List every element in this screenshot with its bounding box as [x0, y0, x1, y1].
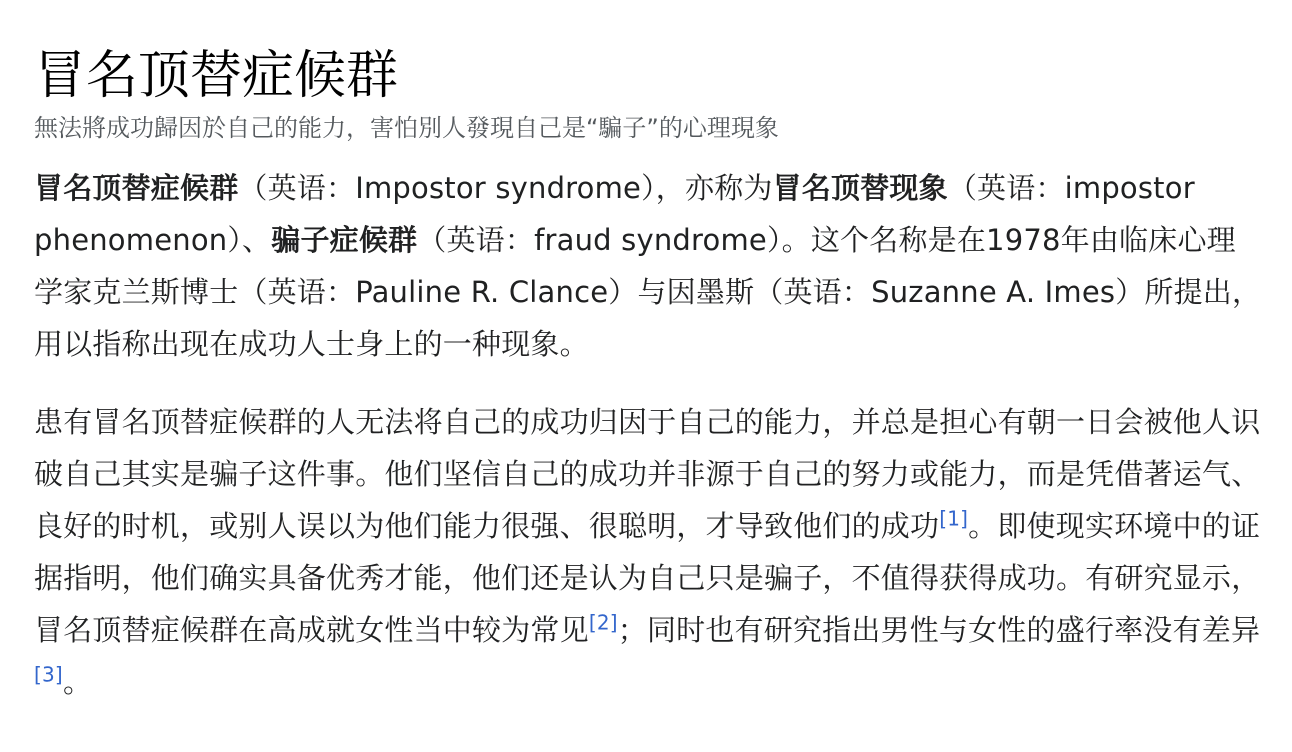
paragraph-text: ；同时也有研究指出男性与女性的盛行率没有差异 — [617, 613, 1261, 647]
paragraph-text: 患有冒名顶替症候群的人无法将自己的成功归因于自己的能力，并总是担心有朝一日会被他人识破自己其实是骗子这件事。他们坚信自己的成功并非源于自己的努力或能力，而是凭借著运气、良好的时机，或别人误以为他们能力很强、很聪明，才导致他们的成功 — [34, 405, 1261, 543]
citation-link-3[interactable]: [3] — [34, 662, 63, 687]
paragraph-text: （英语：fraud syndrome）。这个名称是在1978年由临床心理学家克兰斯博士（英语：Pauline R. Clance）与因墨斯（英语：Suzanne A. Imes）所提出，用以指称出现在成功人士身上的一种现象。 — [34, 223, 1262, 361]
body-paragraph — [34, 396, 1264, 708]
short-description: 無法將成功歸因於自己的能力，害怕別人發現自己是“騙子”的心理現象 — [34, 114, 779, 142]
paragraph-text: 。 — [62, 665, 93, 699]
paragraph-text: （英语：impostor phenomenon）、 — [34, 171, 1195, 257]
term-impostor-syndrome: 冒名顶替症候群 — [34, 171, 239, 205]
term-fraud-syndrome: 骗子症候群 — [271, 223, 418, 257]
article-content — [34, 40, 1264, 734]
citation-link-2[interactable]: [2] — [588, 610, 618, 635]
paragraph-text: （英语：Impostor syndrome），亦称为 — [238, 171, 773, 205]
paragraph-text: 。即使现实环境中的证据指明，他们确实具备优秀才能，他们还是认为自己只是骗子，不值得获得成功。有研究显示，冒名顶替症候群在高成就女性当中较为常见 — [34, 509, 1261, 647]
page-title: 冒名顶替症候群 — [34, 46, 399, 106]
citation-link-1[interactable]: [1] — [939, 506, 969, 531]
lead-paragraph — [34, 162, 1264, 370]
term-impostor-phenomenon: 冒名顶替现象 — [772, 171, 948, 205]
